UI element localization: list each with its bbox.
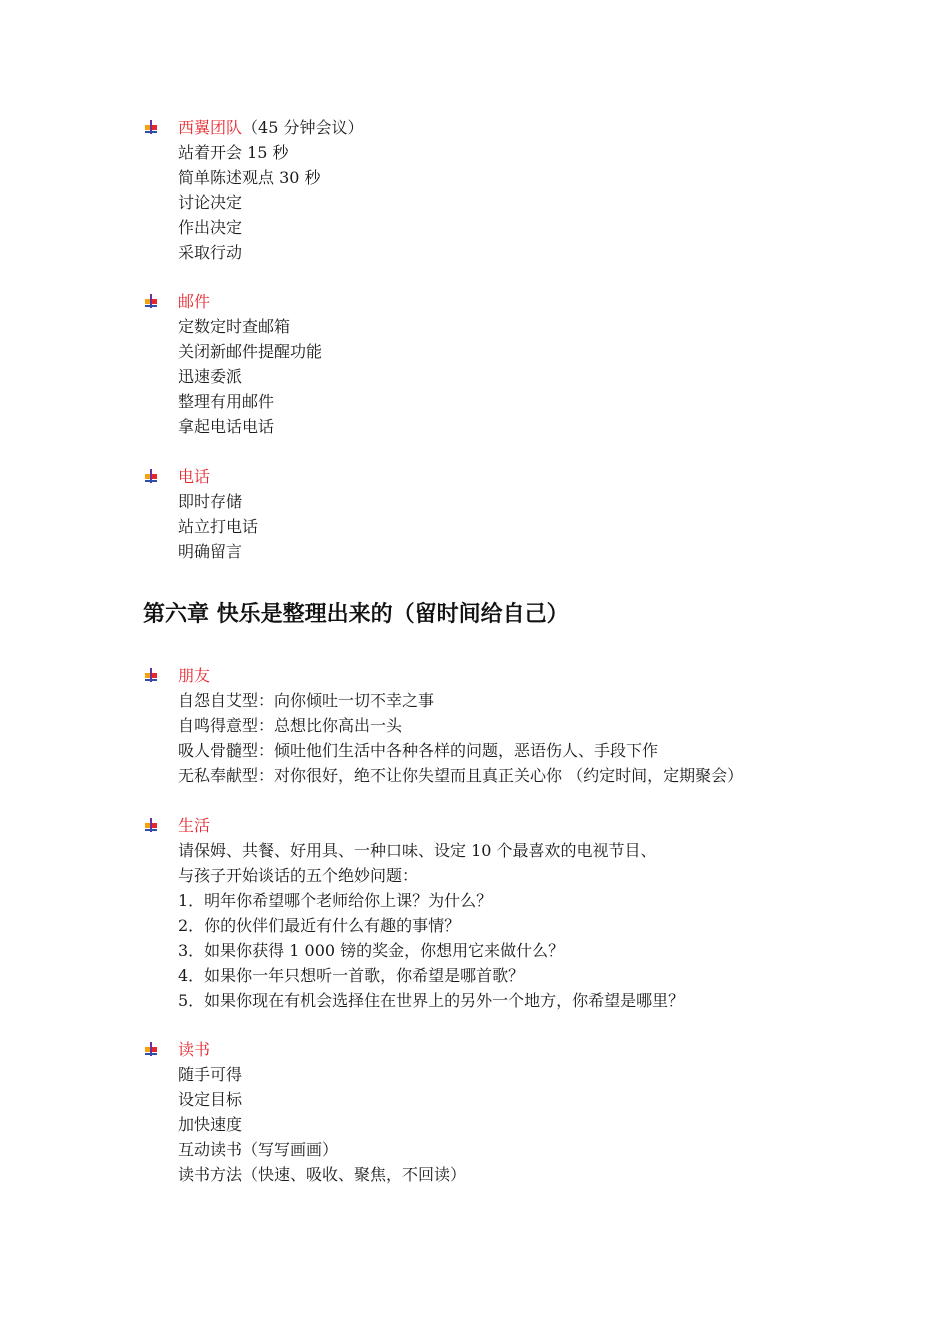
list-item: 加快速度	[178, 1115, 243, 1134]
list-item: 即时存储	[178, 492, 243, 511]
bullet-icon	[143, 293, 159, 309]
list-item: 设定目标	[178, 1090, 243, 1109]
section-phone	[143, 464, 258, 564]
list-item: 互动读书（写写画画）	[178, 1140, 339, 1159]
section-heading-row	[143, 663, 743, 688]
section-life	[143, 813, 684, 1013]
list-item: 自怨自艾型：向你倾吐一切不幸之事	[178, 691, 435, 710]
section-title: 读书	[178, 1040, 211, 1059]
section-title: 生活	[178, 816, 211, 835]
bullet-icon	[143, 1041, 159, 1057]
list-item: 作出决定	[178, 218, 243, 237]
list-item: 无私奉献型：对你很好，绝不让你失望而且真正关心你 （约定时间，定期聚会）	[178, 766, 744, 785]
list-item: 与孩子开始谈话的五个绝妙问题：	[178, 866, 419, 885]
section-heading-row	[143, 289, 322, 314]
list-item: 站立打电话	[178, 517, 259, 536]
bullet-icon	[143, 468, 159, 484]
bullet-icon	[143, 119, 159, 135]
list-item: 2．你的伙伴们最近有什么有趣的事情？	[178, 916, 461, 935]
section-reading	[143, 1037, 466, 1187]
list-item: 5．如果你现在有机会选择住在世界上的另外一个地方，你希望是哪里？	[178, 991, 685, 1010]
bullet-icon	[143, 667, 159, 683]
list-item: 明确留言	[178, 542, 243, 561]
section-title: 电话	[178, 467, 211, 486]
section-friends	[143, 663, 743, 788]
list-item: 自鸣得意型：总想比你高出一头	[178, 716, 403, 735]
section-title-suffix: （45 分钟会议）	[242, 118, 364, 137]
list-item: 4．如果你一年只想听一首歌，你希望是哪首歌？	[178, 966, 525, 985]
section-west-wing-team	[143, 115, 364, 265]
section-title: 邮件	[178, 292, 211, 311]
list-item: 站着开会 15 秒	[178, 143, 289, 162]
list-item: 定数定时查邮箱	[178, 317, 291, 336]
list-item: 采取行动	[178, 243, 243, 262]
list-item: 1．明年你希望哪个老师给你上课？为什么？	[178, 891, 493, 910]
list-item: 关闭新邮件提醒功能	[178, 342, 323, 361]
bullet-icon	[143, 817, 159, 833]
section-heading-row	[143, 813, 684, 838]
list-item: 随手可得	[178, 1065, 243, 1084]
section-heading-row	[143, 464, 258, 489]
chapter-title: 第六章 快乐是整理出来的（留时间给自己）	[143, 602, 569, 627]
list-item: 简单陈述观点 30 秒	[178, 168, 321, 187]
section-title: 西翼团队（45 分钟会议）	[178, 118, 364, 137]
list-item: 拿起电话电话	[178, 417, 275, 436]
section-heading-row	[143, 1037, 466, 1062]
list-item: 整理有用邮件	[178, 392, 275, 411]
section-email	[143, 289, 322, 439]
section-heading-row	[143, 115, 364, 140]
list-item: 讨论决定	[178, 193, 243, 212]
list-item: 请保姆、共餐、好用具、一种口味、设定 10 个最喜欢的电视节目、	[178, 841, 657, 860]
list-item: 3．如果你获得 1 000 镑的奖金，你想用它来做什么？	[178, 941, 565, 960]
list-item: 吸人骨髓型：倾吐他们生活中各种各样的问题，恶语伤人、手段下作	[178, 741, 659, 760]
list-item: 读书方法（快速、吸收、聚焦，不回读）	[178, 1165, 467, 1184]
list-item: 迅速委派	[178, 367, 243, 386]
section-title: 朋友	[178, 666, 211, 685]
